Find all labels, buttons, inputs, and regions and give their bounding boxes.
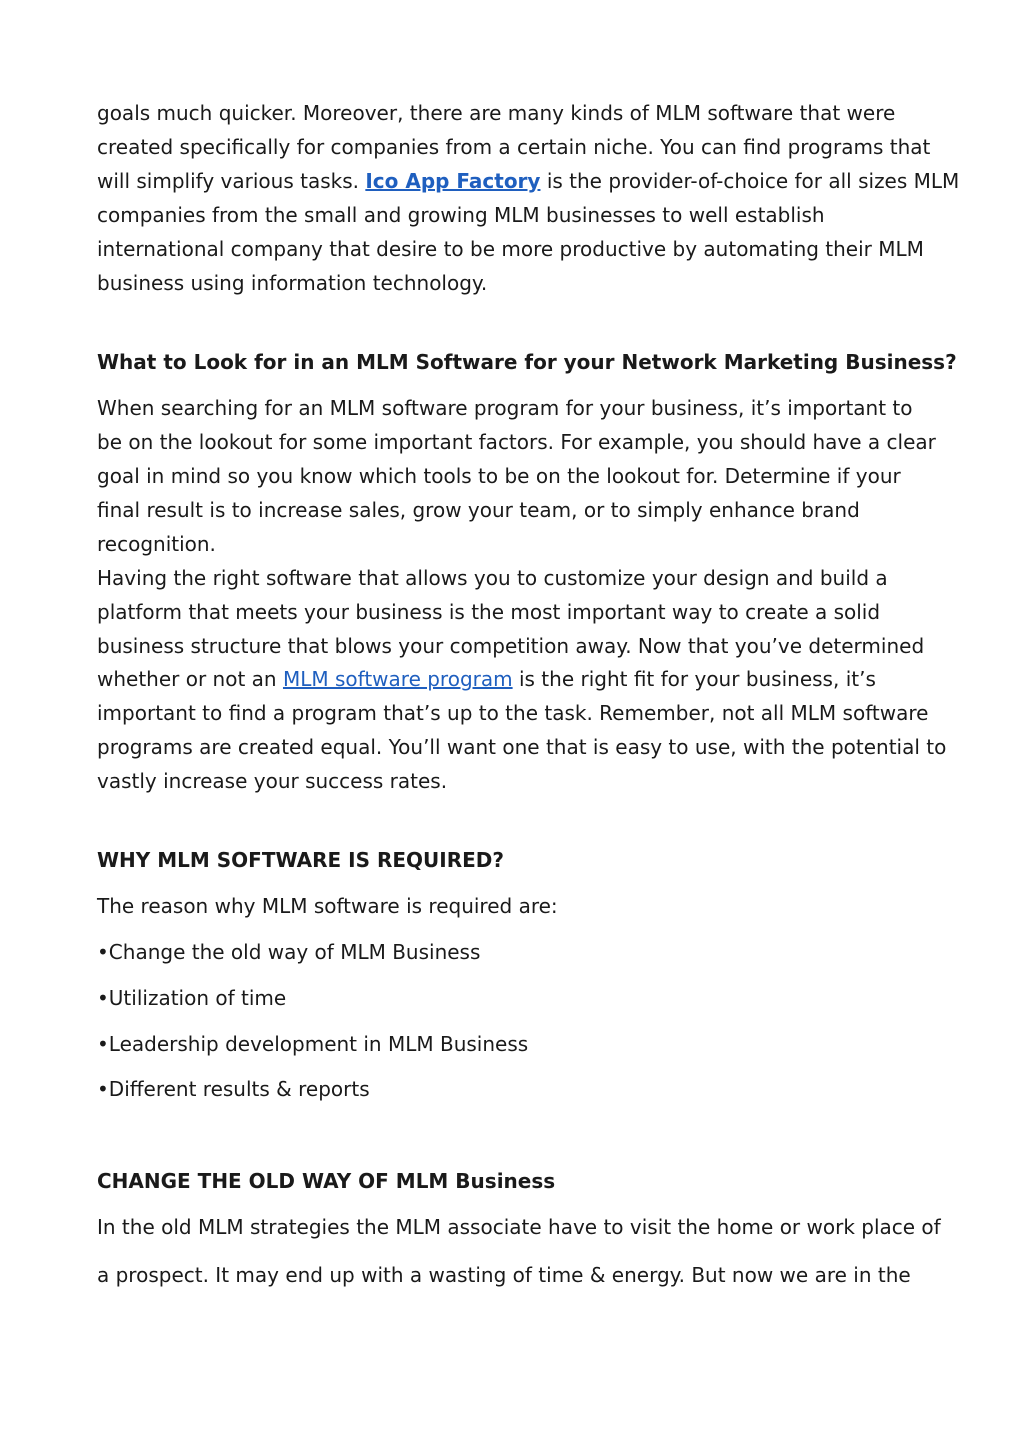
bullet-item: •Utilization of time bbox=[97, 986, 287, 1010]
paragraph-line: a prospect. It may end up with a wasting of time & energy. But now we are in the bbox=[97, 1263, 911, 1287]
paragraph-line: The reason why MLM software is required are: bbox=[97, 894, 558, 918]
bullet-item: •Different results & reports bbox=[97, 1077, 370, 1101]
paragraph-line: business using information technology. bbox=[97, 271, 488, 295]
paragraph-line: important to find a program that’s up to the task. Remember, not all MLM software bbox=[97, 701, 929, 725]
paragraph-line bbox=[97, 664, 876, 694]
section-heading: What to Look for in an MLM Software for your Network Marketing Business? bbox=[97, 350, 957, 374]
paragraph-line: be on the lookout for some important factors. For example, you should have a clear bbox=[97, 430, 936, 454]
paragraph-line bbox=[97, 166, 959, 196]
paragraph-line: created specifically for companies from a certain niche. You can find programs that bbox=[97, 135, 931, 159]
paragraph-line: vastly increase your success rates. bbox=[97, 769, 448, 793]
paragraph-line: In the old MLM strategies the MLM associate have to visit the home or work place of bbox=[97, 1215, 941, 1239]
section-heading: CHANGE THE OLD WAY OF MLM Business bbox=[97, 1169, 556, 1193]
paragraph-text: is the right fit for your business, it’s bbox=[512, 667, 876, 691]
paragraph-text: is the provider-of-choice for all sizes MLM bbox=[540, 169, 960, 193]
paragraph-line: goals much quicker. Moreover, there are many kinds of MLM software that were bbox=[97, 101, 896, 125]
paragraph-line: business structure that blows your competition away. Now that you’ve determined bbox=[97, 634, 925, 658]
paragraph-line: When searching for an MLM software program for your business, it’s important to bbox=[97, 396, 913, 420]
paragraph-line: platform that meets your business is the most important way to create a solid bbox=[97, 600, 881, 624]
paragraph-line: programs are created equal. You’ll want one that is easy to use, with the potential to bbox=[97, 735, 947, 759]
bullet-item: •Change the old way of MLM Business bbox=[97, 940, 481, 964]
ico-app-factory-link[interactable]: Ico App Factory bbox=[365, 169, 541, 193]
paragraph-line: companies from the small and growing MLM businesses to well establish bbox=[97, 203, 825, 227]
paragraph-line: final result is to increase sales, grow your team, or to simply enhance brand bbox=[97, 498, 860, 522]
paragraph-text: will simplify various tasks. bbox=[97, 169, 366, 193]
section-heading: WHY MLM SOFTWARE IS REQUIRED? bbox=[97, 848, 504, 872]
mlm-software-program-link[interactable]: MLM software program bbox=[282, 667, 513, 691]
paragraph-line: goal in mind so you know which tools to be on the lookout for. Determine if your bbox=[97, 464, 901, 488]
paragraph-line: recognition. bbox=[97, 532, 216, 556]
bullet-item: •Leadership development in MLM Business bbox=[97, 1032, 529, 1056]
paragraph-text: whether or not an bbox=[97, 667, 283, 691]
paragraph-line: Having the right software that allows you to customize your design and build a bbox=[97, 566, 888, 590]
paragraph-line: international company that desire to be more productive by automating their MLM bbox=[97, 237, 924, 261]
